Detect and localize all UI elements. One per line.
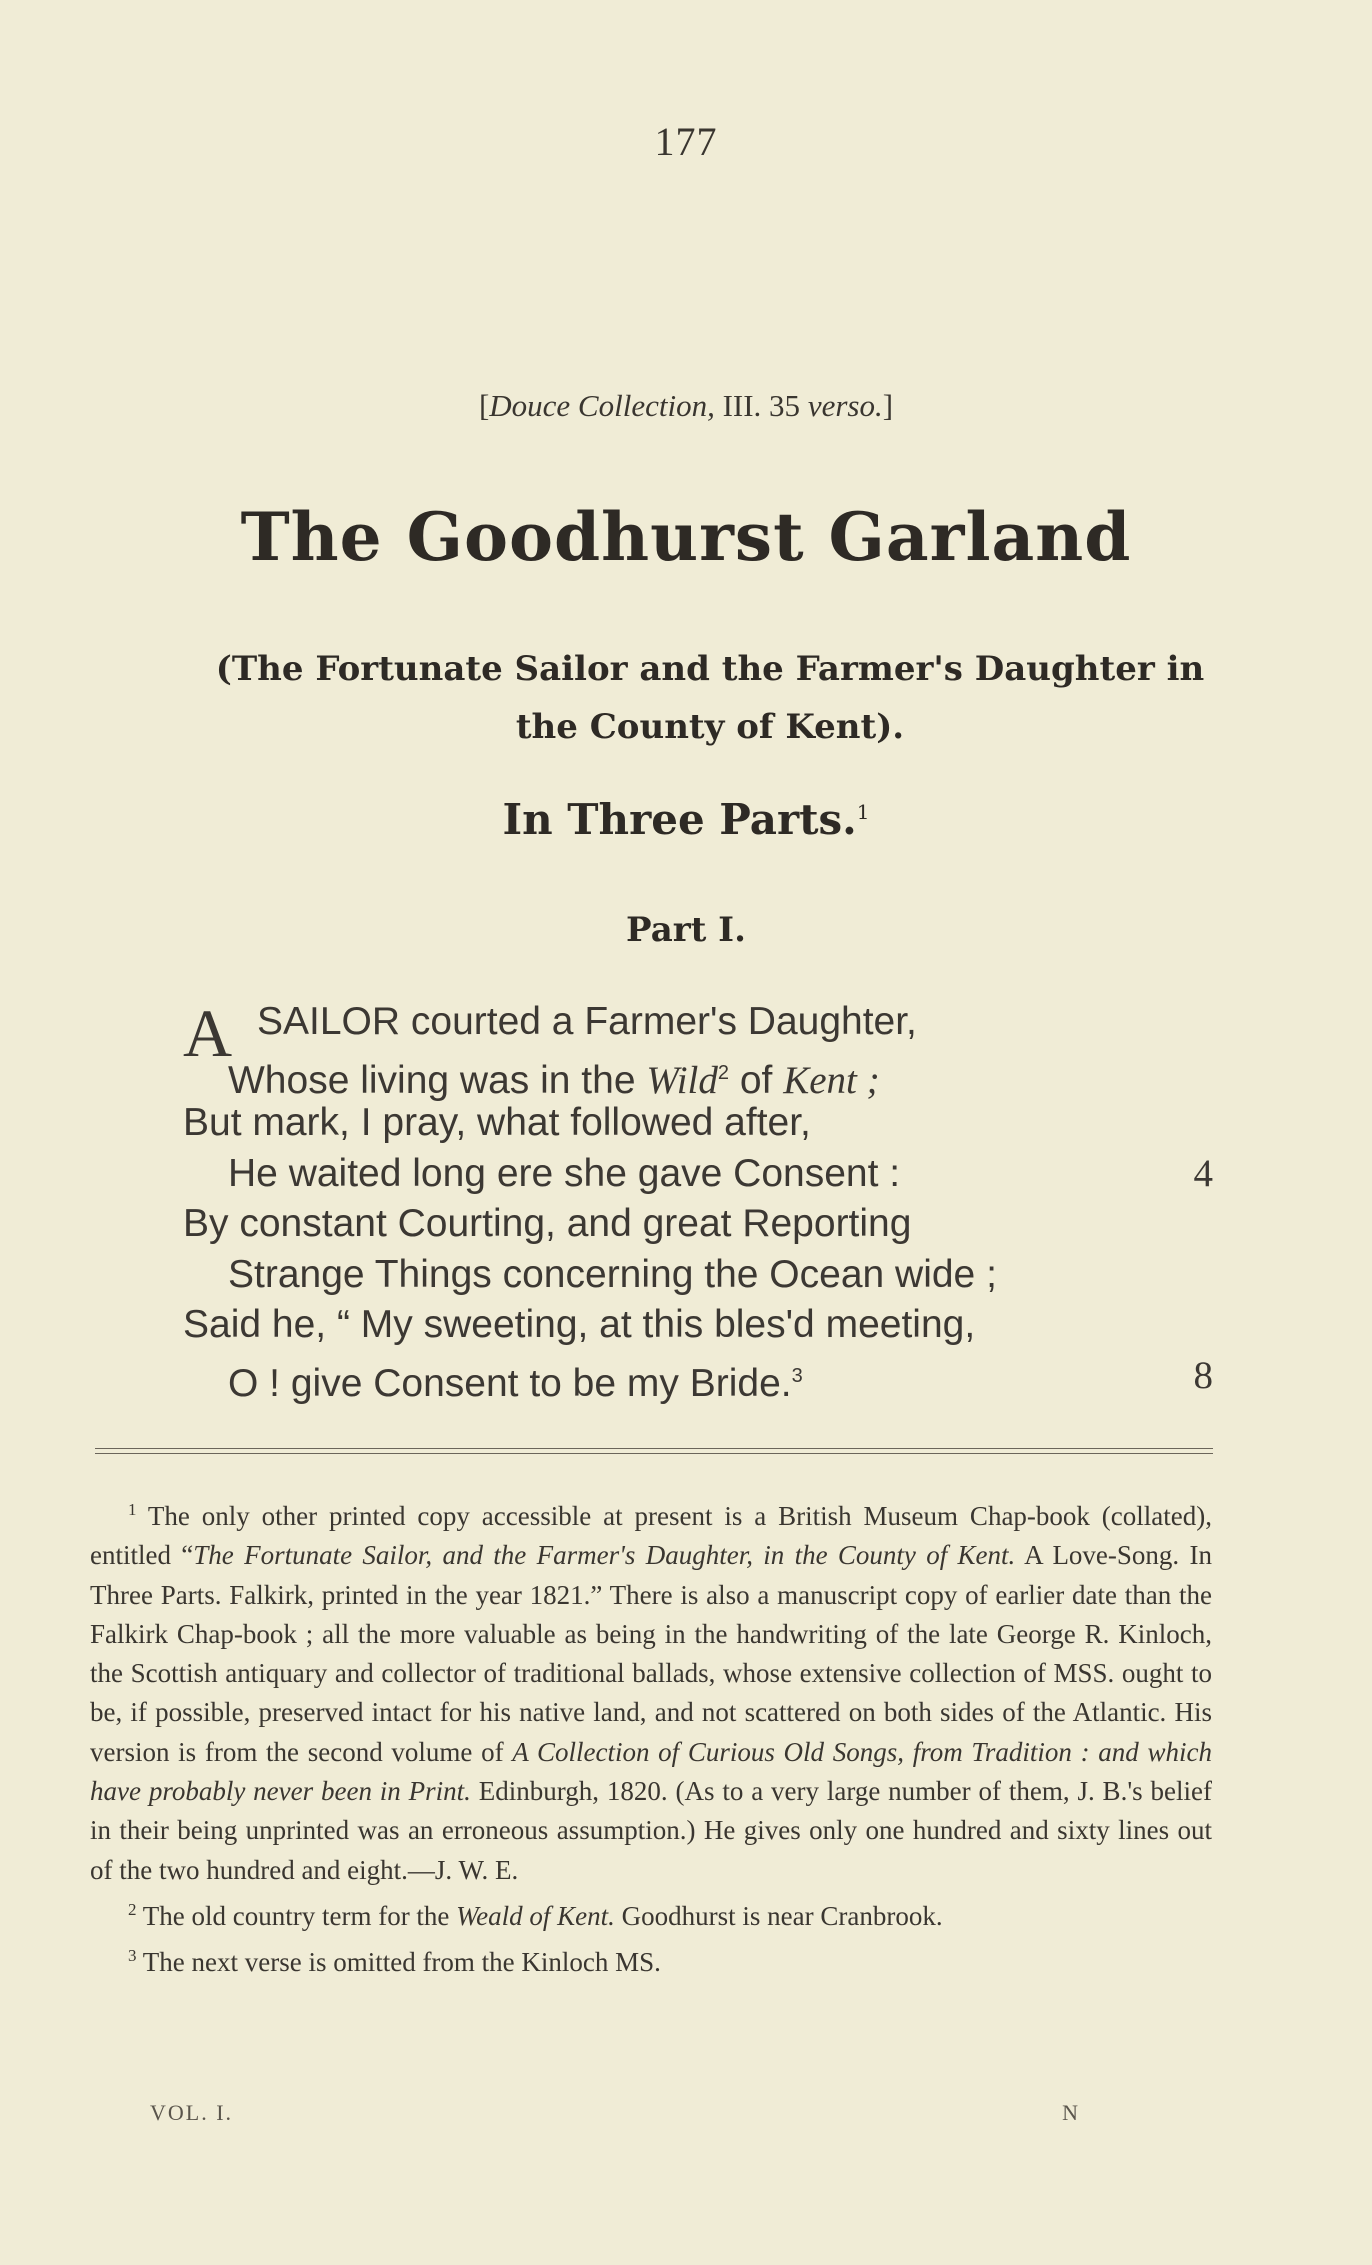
line-number: 4 — [1193, 1151, 1213, 1195]
poem-line: A SAILOR courted a Farmer's Daughter, — [183, 995, 917, 1071]
line-number: 8 — [1193, 1353, 1213, 1397]
parts-heading: In Three Parts.$^1$ — [502, 795, 870, 844]
page-footer — [150, 2100, 1080, 2126]
footnote-2: $^2$ The old country term for the Weald of Kent. Goodhurst is near Cranbrook. — [128, 1899, 943, 1931]
footnotes — [90, 1490, 1212, 1983]
ballad-subtitle: (The Fortunate Sailor and the Farmer's Daughter in the County of Kent). — [215, 649, 1205, 747]
part-heading: Part I. — [626, 910, 746, 950]
volume-label: VOL. I. — [150, 2100, 234, 2125]
ballad-title: The Goodhurst Garland — [240, 498, 1132, 576]
poem-line: But mark, I pray, what followed after, — [183, 1101, 811, 1144]
poem-line: By constant Courting, and great Reporting — [183, 1202, 912, 1245]
poem-line: Said he, “ My sweeting, at this bles'd meeting, — [183, 1303, 976, 1346]
page-number: 177 — [654, 119, 718, 164]
footnote-1: $^1$ The only other printed copy accessible at present is a British Museum Chap-book (collated), entitled “The Fortunate Sailor, and the Farmer's Daughter, in the County of Kent. A Love-Song. In Three Parts. Falkirk, printed in the year 1821.” There is also a manuscript copy of earlier date than the Falkirk Chap-book ; all the more valuable as being in the handwriting of the late George R. Kinloch, the Scottish antiquary and collector of traditional ballads, whose extensive collection of MSS. ought to be, if possible, preserved intact for his native land, and not scattered on both sides of the Atlantic. His version is from the second volume of A Collection of Curious Old Songs, from Tradition : and which have probably never been in Print. Edinburgh, 1820. (As to a very large number of them, J. B.'s belief in their being unprinted was an erroneous assumption.) He gives only one hundred and sixty lines out of the two hundred and eight.—J. W. E. — [90, 1500, 1213, 1885]
signature-mark: N — [1062, 2100, 1080, 2125]
source-reference: [Douce Collection, III. 35 verso.] — [478, 388, 894, 423]
drop-cap: A — [183, 995, 233, 1071]
footnote-ref: 1 — [856, 800, 870, 824]
poem-line: Strange Things concerning the Ocean wide ; — [228, 1252, 997, 1296]
footnote-3: $^3$ The next verse is omitted from the Kinloch MS. — [128, 1946, 661, 1978]
footnote-divider — [95, 1453, 1213, 1454]
poem-stanza — [183, 995, 1213, 1405]
footnote-divider — [95, 1448, 1213, 1449]
poem-line: Whose living was in the Wild$^2$ of Kent ; — [228, 1058, 880, 1102]
poem-line: O ! give Consent to be my Bride.$^3$ 8 — [183, 1351, 1213, 1402]
poem-line: He waited long ere she gave Consent : 4 — [183, 1149, 1213, 1200]
